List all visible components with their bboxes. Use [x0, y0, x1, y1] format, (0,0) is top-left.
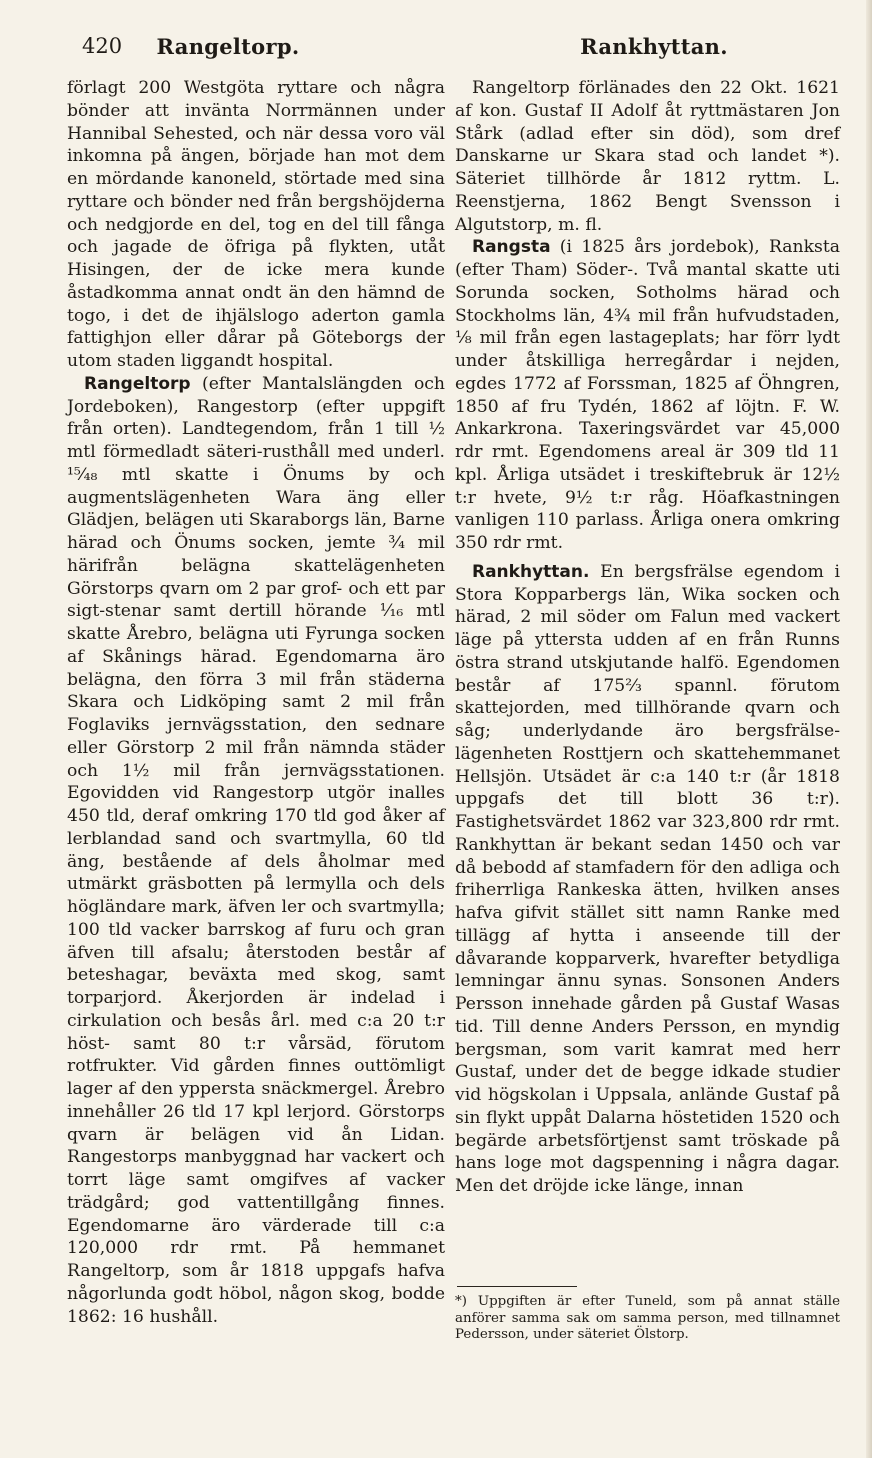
entry-body: (efter Mantalslängden och Jordeboken), Rangestorp (efter uppgift från orten). Landtegendom, från 1 till ½ mtl förmedladt säteri-rusthåll med underl. ¹⁵⁄₄₈ mtl skatte i Önums by och augmentslägenheten Wara äng eller Glädjen, belägen uti Skaraborgs län, Barne härad och Önums socken, jemte ³⁄₄ mil härifrån belägna skattelägenheten Görstorps qvarn om 2 par grof- och ett par sigt-stenar samt dertill hörande ¹⁄₁₆ mtl skatte Årebro, belägna uti Fyrunga socken af Skånings härad. Egendomarna äro belägna, den förra 3 mil från städerna Skara och Lidköping samt 2 mil från Foglaviks jernvägsstation, den sednare eller Görstorp 2 mil från nämnda städer och 1½ mil från jernvägsstationen. Egovidden vid Rangestorp utgör inalles 450 tld, deraf omkring 170 tld god åker af lerblandad sand och svartmylla, 60 tld äng, bestående af dels åholmar med utmärkt gräsbotten på lermylla och dels högländare mark, äfven ler och svartmylla; 100 tld vacker barrskog af furu och gran äfven till afsalu; återstoden består af beteshagar, beväxta med skog, samt torparjord. Åkerjorden är indelad i cirkulation och besås årl. med c:a 20 t:r höst- samt 80 t:r vårsäd, förutom rotfrukter. Vid gården finnes outtömligt lager af den yppersta snäckmergel. Årebro innehåller 26 tld 17 kpl lerjord. Görstorps qvarn är belägen vid ån Lidan. Rangestorps manbyggnad har vackert och torrt läge samt omgifves af vacker trädgård; god vattentillgång finnes. Egendomarne äro värderade till c:a 120,000 rdr rmt. På hemmanet Rangeltorp, som år 1818 uppgafs hafva någorlunda godt höbol, någon skog, bodde 1862: 16 hushåll.: [67, 373, 445, 1327]
page-header: [0, 34, 872, 64]
running-head-left: Rangeltorp.: [156, 34, 300, 59]
entry-heading: Rangsta: [472, 237, 551, 258]
footnote-rule: [457, 1286, 577, 1287]
entry-rangsta: [455, 236, 840, 555]
paragraph-rangeltorp-history: Rangeltorp förlänades den 22 Okt. 1621 af kon. Gustaf II Adolf åt ryttmästaren Jon Stårk (adlad efter sin död), som dref Danskarne ur Skara stad och landet *). Säteriet tillhörde år 1812 ryttm. L. Reenstjerna, 1862 Bengt Svensson i Algutstorp, m. fl.: [455, 78, 840, 235]
page-edge: [866, 0, 872, 1458]
page-number: 420: [82, 34, 123, 58]
entry-heading: Rangeltorp: [84, 373, 191, 394]
entry-body: (i 1825 års jordebok), Ranksta (efter Tham) Söder-. Två mantal skatte uti Sorunda socken, Sotholms härad och Stockholms län, 4¾ mil från hufvudstaden, ⅛ mil från egen lastageplats; har förr lydt under åtskilliga herregårdar i nejden, egdes 1772 af Forssman, 1825 af Öhngren, 1850 af fru Tydén, 1862 af löjtn. F. W. Ankarkrona. Taxeringsvärdet var 45,000 rdr rmt. Egendomens areal är 309 tld 11 kpl. Årliga utsädet i treskiftebruk är 12½ t:r hvete, 9½ t:r råg. Höafkastningen vanligen 110 parlass. Årliga onera omkring 350 rdr rmt.: [455, 237, 840, 553]
running-head-right: Rankhyttan.: [580, 34, 728, 59]
entry-rankhyttan: [455, 561, 840, 1198]
entry-heading: Rankhyttan.: [472, 561, 590, 582]
right-column: [455, 77, 840, 1198]
left-column: [67, 77, 445, 1328]
footnote-text: *) Uppgiften är efter Tuneld, som på annat ställe anförer samma sak om samma person, med tillnamnet Pedersson, under säteriet Ölstorp.: [455, 1294, 840, 1342]
entry-body: En bergsfrälse egendom i Stora Kopparbergs län, Wika socken och härad, 2 mil söder om Falun med vackert läge på yttersta udden af en från Runns östra strand utskjutande halfö. Egendomen består af 175⅔ spannl. förutom skattejorden, med tillhörande qvarn och såg; underlydande äro bergsfrälse-lägenheten Rosttjern och skattehemmanet Hellsjön. Utsädet är c:a 140 t:r (år 1818 uppgafs det till blott 36 t:r). Fastighetsvärdet 1862 var 323,800 rdr rmt. Rankhyttan är bekant sedan 1450 och var då bebodd af stamfadern för den adliga och friherrliga Rankeska ätten, hvilken anses hafva gifvit stället sitt namn Ranke med tillägg af hytta i anseende till der dåvarande kopparverk, hvarefter betydliga lemningar ännu synas. Sonsonen Anders Persson innehade gården på Gustaf Wasas tid. Till denne Anders Persson, en myndig bergsman, som varit kamrat med herr Gustaf, under det de begge idkade studier vid högskolan i Uppsala, anlände Gustaf på sin flykt uppåt Dalarna höstetiden 1520 och begärde arbetsförtjenst samt tröskade på hans loge mot dagspenning i några dagar. Men det dröjde icke länge, innan: [455, 561, 841, 1196]
footnote: [455, 1294, 840, 1344]
entry-rangeltorp: [67, 373, 445, 1329]
paragraph-hannibal: förlagt 200 Westgöta ryttare och några bönder att invänta Norrmännen under Hannibal Sehested, och när dessa voro väl inkomna på ängen, började han mot dem en mördande kanoneld, störtade med sina ryttare och bönder ned från bergshöjderna och nedgjorde en del, tog en del till fånga och jagade de öfriga på flykten, utåt Hisingen, der de icke mera kunde åstadkomma annat ondt än den hämnd de togo, i det de ihjälslogo aderton gamla fattighjon eller dårar på Göteborgs der utom staden liggandt hospital.: [67, 78, 445, 371]
